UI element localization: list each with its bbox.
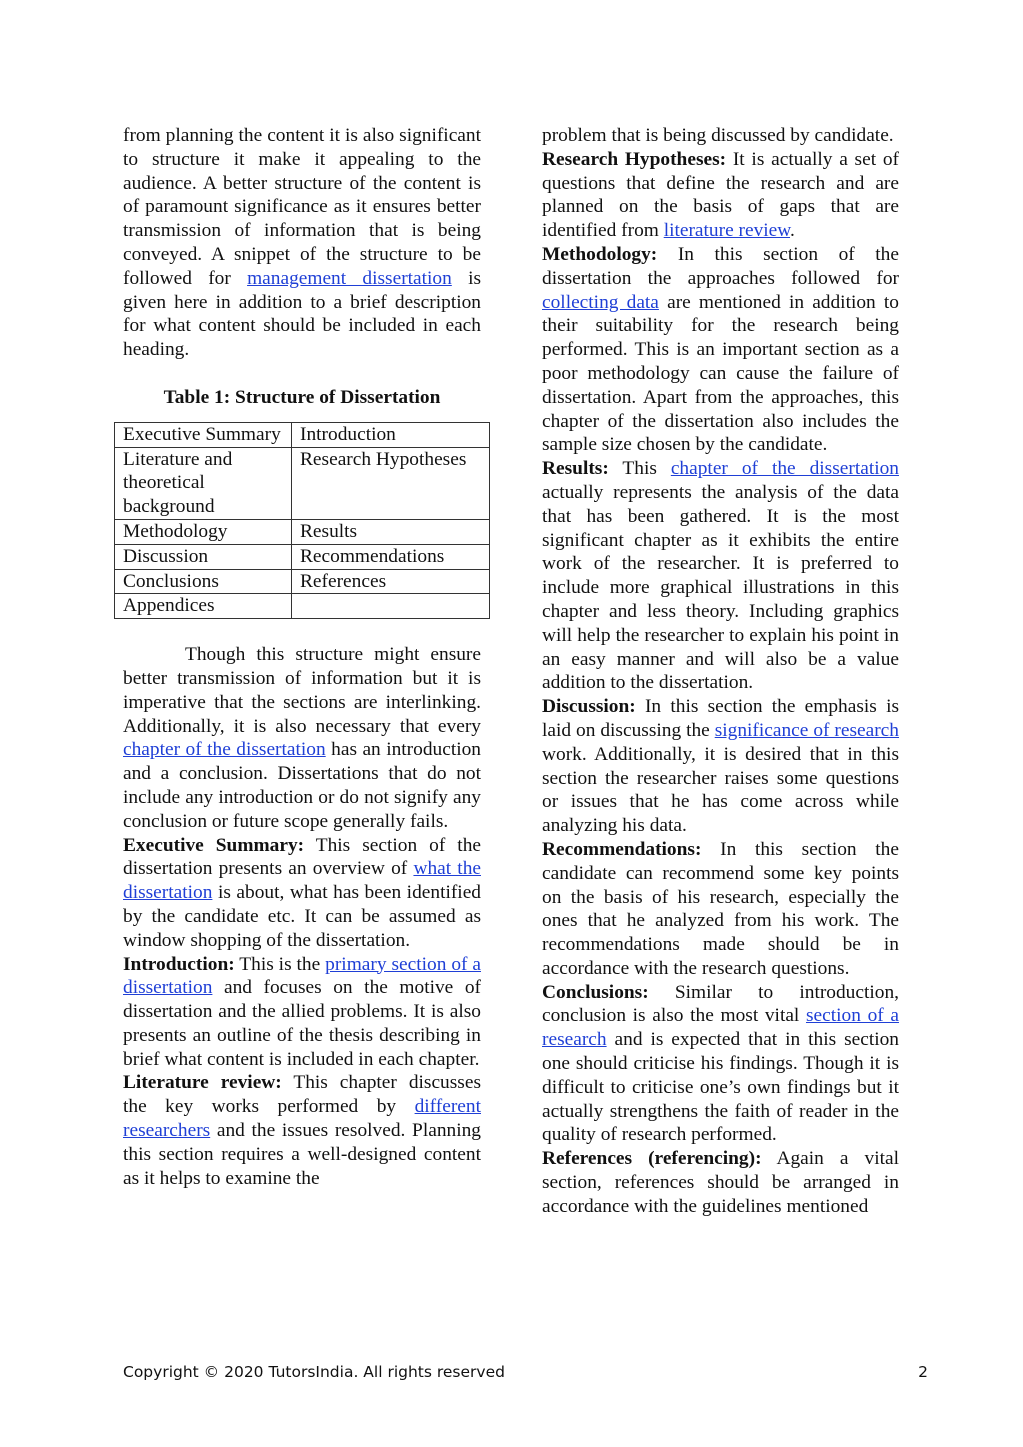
table-row [115, 544, 490, 569]
conclusions-heading: Conclusions: [542, 981, 649, 1003]
table-cell: References [292, 569, 490, 594]
methodology-paragraph: Methodology: In this section of the dissertation the approaches followed for collecting data are mentioned in addition to their suitability for the research being performed. This is an important section as a poor methodology can cause the failure of dissertation. Apart from the approaches, this chapter of the dissertation also includes the sample size chosen by the candidate. [542, 243, 899, 456]
section-of-a-research-link[interactable]: section of a research [542, 1005, 899, 1051]
table-caption: Table 1: Structure of Dissertation [163, 386, 441, 408]
table-cell [292, 594, 490, 619]
table-cell: Appendices [115, 594, 292, 619]
table-row [115, 447, 490, 519]
references-heading: References (referencing): [542, 1148, 762, 1170]
table-cell: Literature and theoretical background [115, 447, 292, 519]
recommendations-heading: Recommendations: [542, 838, 702, 860]
recommendations-paragraph: Recommendations: In this section the candidate can recommend some key points on the basis of his research, especially the ones that he analyzed from his work. The recommendations made should be in accordance with the research questions. [542, 838, 899, 979]
what-the-dissertation-link[interactable]: what the dissertation [123, 858, 481, 904]
table-row [115, 519, 490, 544]
results-paragraph: Results: This chapter of the dissertation actually represents the analysis of the data that has been gathered. It is the most significant chapter as it exhibits the entire work of the researcher. It is preferred to include more graphical illustrations in this chapter and less theory. Including graphics will help the researcher to explain his point in an easy manner and will also be a value addition to the dissertation. [542, 458, 899, 694]
page-number: 2 [918, 1363, 928, 1381]
structure-paragraph: Though this structure might ensure better transmission of information but it is imperative that the sections are interlinking. Additionally, it is also necessary that every chapter of the dissertation has an introduction and a conclusion. Dissertations that do not include any introduction or do not signify any conclusion or future scope generally fails. [123, 644, 482, 832]
executive-summary-heading: Executive Summary: [123, 834, 305, 856]
discussion-heading: Discussion: [542, 696, 636, 718]
page-footer [123, 1363, 928, 1381]
table-cell: Research Hypotheses [292, 447, 490, 519]
table-cell: Discussion [115, 544, 292, 569]
continuation-paragraph: problem that is being discussed by candidate. [542, 125, 894, 146]
left-column [123, 124, 481, 1190]
results-chapter-link[interactable]: chapter of the dissertation [670, 458, 899, 480]
table-row [115, 594, 490, 619]
significance-of-research-link[interactable]: significance of research [714, 719, 899, 741]
table-row [115, 422, 490, 447]
chapter-of-dissertation-link[interactable]: chapter of the dissertation [123, 739, 326, 761]
discussion-paragraph: Discussion: In this section the emphasis is laid on discussing the significance of research work. Additionally, it is desired that in this section the researcher raises some questions or issues that he has come across while analyzing his data. [542, 696, 899, 837]
introduction-paragraph: Introduction: This is the primary section of a dissertation and focuses on the motive of dissertation and the allied problems. It is also presents an outline of the thesis describing in brief what content is included in each chapter. [123, 953, 481, 1070]
table-cell: Results [292, 519, 490, 544]
table-cell: Methodology [115, 519, 292, 544]
table-cell: Executive Summary [115, 422, 292, 447]
management-dissertation-link[interactable]: management dissertation [247, 267, 452, 289]
table-cell: Introduction [292, 422, 490, 447]
research-hypotheses-paragraph: Research Hypotheses: It is actually a set of questions that define the research and are planned on the basis of gaps that are identified from literature review. [542, 148, 899, 242]
literature-review-heading: Literature review: [123, 1072, 282, 1094]
introduction-heading: Introduction: [123, 953, 235, 975]
research-hypotheses-heading: Research Hypotheses: [542, 148, 727, 170]
table-row [115, 569, 490, 594]
copyright-text: Copyright © 2020 TutorsIndia. All rights reserved [123, 1363, 505, 1381]
references-paragraph: References (referencing): Again a vital section, references should be arranged in accordance with the guidelines mentioned [542, 1148, 899, 1217]
intro-paragraph: from planning the content it is also significant to structure it make it appealing to the audience. A better structure of the content is of paramount significance as it ensures better transmission of information that is being conveyed. A snippet of the structure to be followed for management dissertation is given here in addition to a brief description for what content should be included in each heading. [123, 125, 482, 361]
literature-review-paragraph: Literature review: This chapter discusses the key works performed by different researchers and the issues resolved. Planning this section requires a well-designed content as it helps to examine the [123, 1072, 481, 1189]
literature-review-link[interactable]: literature review [663, 220, 791, 242]
results-heading: Results: [542, 458, 609, 480]
methodology-heading: Methodology: [542, 243, 658, 265]
different-researchers-link[interactable]: different researchers [123, 1096, 481, 1142]
collecting-data-link[interactable]: collecting data [542, 291, 659, 313]
right-column [542, 124, 899, 1219]
structure-table [114, 422, 490, 619]
table-cell: Recommendations [292, 544, 490, 569]
primary-section-link[interactable]: primary section of a dissertation [123, 953, 481, 999]
conclusions-paragraph: Conclusions: Similar to introduction, conclusion is also the most vital section of a research and is expected that in this section one should criticise his findings. Though it is difficult to criticise one’s own findings but it actually strengthens the faith of reader in the quality of research performed. [542, 981, 899, 1146]
executive-summary-paragraph: Executive Summary: This section of the dissertation presents an overview of what the dissertation is about, what has been identified by the candidate etc. It can be assumed as window shopping of the dissertation. [123, 834, 482, 951]
table-cell: Conclusions [115, 569, 292, 594]
